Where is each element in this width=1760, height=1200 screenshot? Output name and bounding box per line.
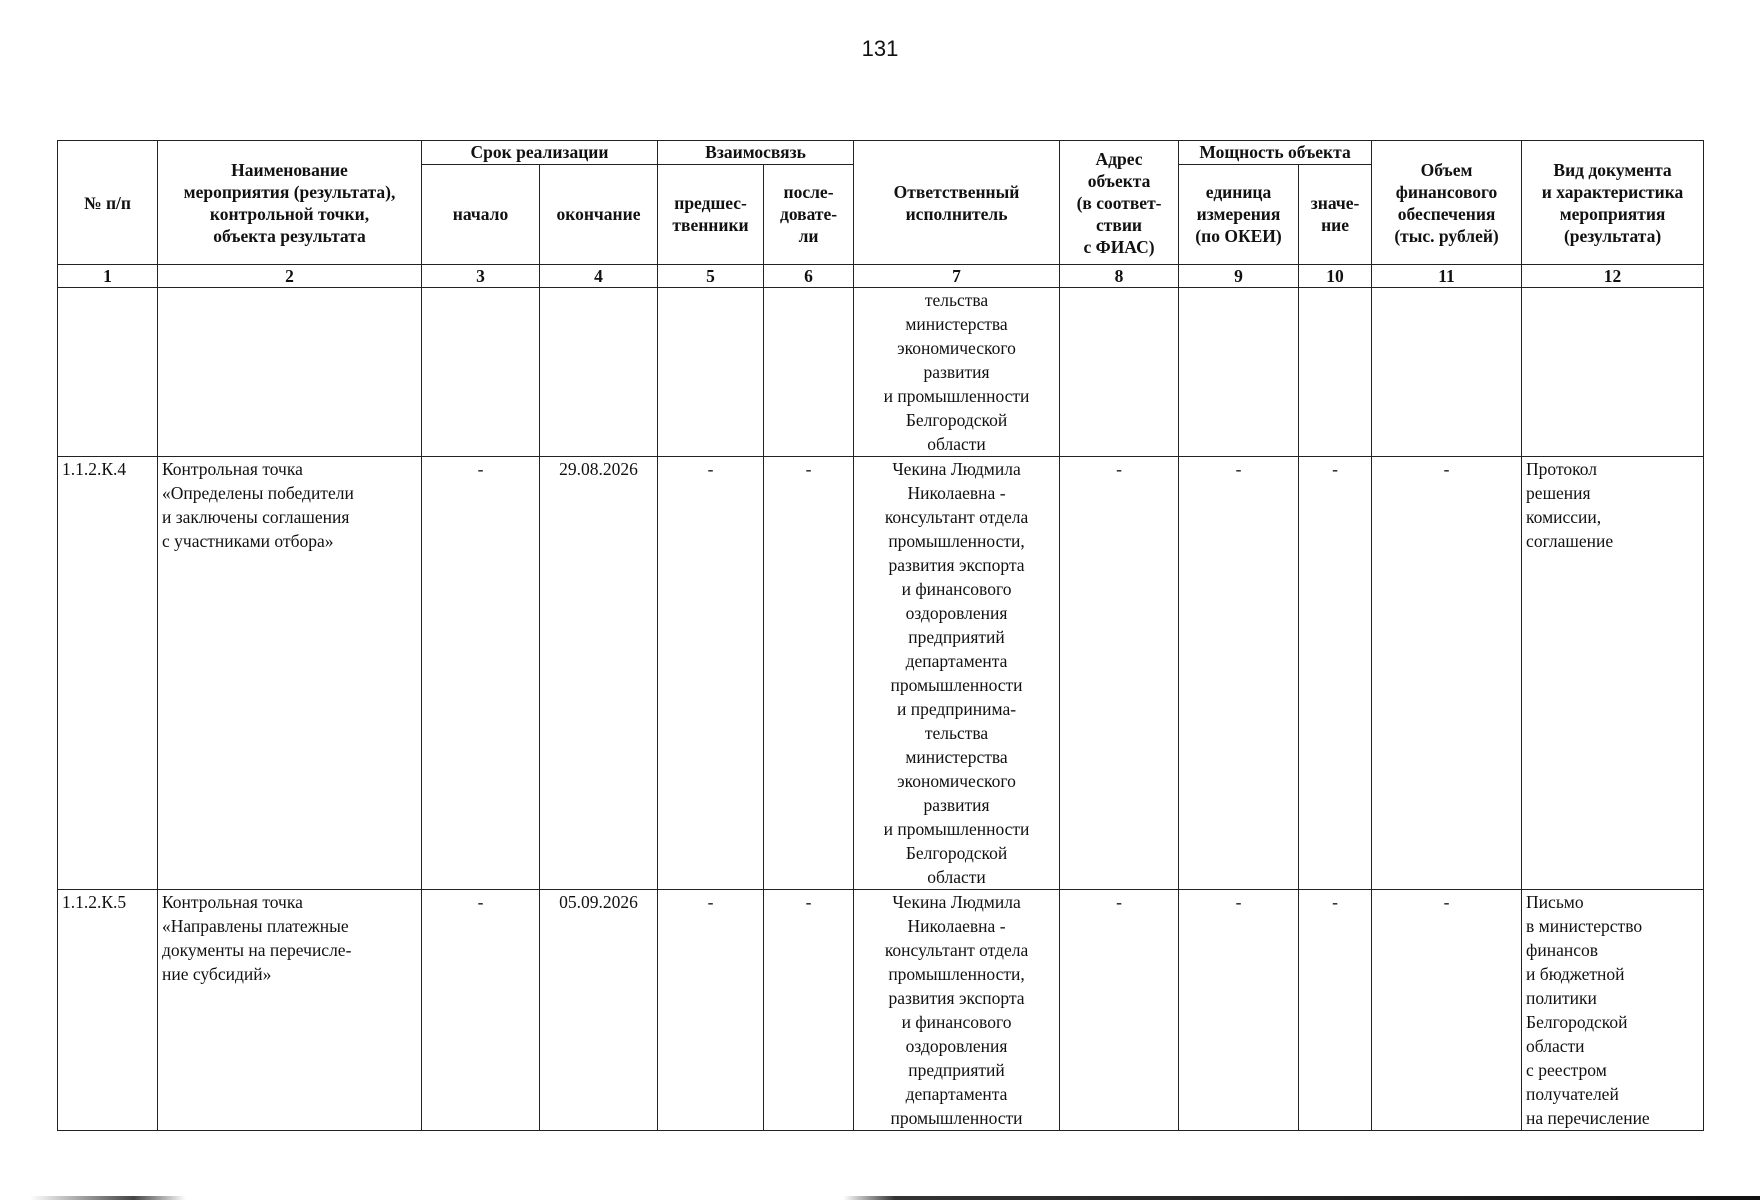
cell-num: 1.1.2.К.4 (58, 457, 158, 890)
header-start: начало (422, 164, 540, 264)
column-number-row (58, 265, 1704, 288)
table-row (58, 457, 1704, 890)
table-body (58, 288, 1704, 1131)
cell-value (1299, 288, 1372, 457)
cell-responsible: Чекина Людмила Николаевна - консультант отдела промышленности, развития экспорта и финансового оздоровления предприятий департамента промышленности (854, 890, 1060, 1131)
cell-financing: - (1372, 457, 1522, 890)
cell-value: - (1299, 457, 1372, 890)
cell-successors (764, 288, 854, 457)
header-financing: Объем финансового обеспечения (тыс. рублей) (1372, 141, 1522, 265)
header-responsible: Ответственный исполнитель (854, 141, 1060, 265)
column-number: 1 (58, 265, 158, 288)
column-number: 10 (1299, 265, 1372, 288)
cell-document: Письмо в министерство финансов и бюджетной политики Белгородской области с реестром получателей на перечисление (1522, 890, 1704, 1131)
header-end: окончание (540, 164, 658, 264)
header-successors: после- довате- ли (764, 164, 854, 264)
cell-name (158, 288, 422, 457)
cell-document: Протокол решения комиссии, соглашение (1522, 457, 1704, 890)
header-group-power: Мощность объекта (1179, 141, 1372, 165)
column-number: 11 (1372, 265, 1522, 288)
cell-predecessors: - (658, 457, 764, 890)
column-number: 8 (1060, 265, 1179, 288)
cell-num (58, 288, 158, 457)
cell-unit: - (1179, 890, 1299, 1131)
header-value: значе- ние (1299, 164, 1372, 264)
table-row (58, 288, 1704, 457)
cell-unit: - (1179, 457, 1299, 890)
cell-financing: - (1372, 890, 1522, 1131)
column-number: 2 (158, 265, 422, 288)
cell-num: 1.1.2.К.5 (58, 890, 158, 1131)
column-number: 3 (422, 265, 540, 288)
cell-name: Контрольная точка «Направлены платежные документы на перечисле- ние субсидий» (158, 890, 422, 1131)
cell-end: 29.08.2026 (540, 457, 658, 890)
column-number: 7 (854, 265, 1060, 288)
cell-responsible: тельства министерства экономического развития и промышленности Белгородской области (854, 288, 1060, 457)
column-number: 4 (540, 265, 658, 288)
page-number: 131 (861, 36, 899, 61)
cell-end: 05.09.2026 (540, 890, 658, 1131)
column-number: 9 (1179, 265, 1299, 288)
cell-document (1522, 288, 1704, 457)
column-number: 6 (764, 265, 854, 288)
bottom-rule (30, 1196, 1760, 1200)
header-group-link: Взаимосвязь (658, 141, 854, 165)
cell-successors: - (764, 457, 854, 890)
cell-predecessors (658, 288, 764, 457)
header-num: № п/п (58, 141, 158, 265)
header-name: Наименование мероприятия (результата), контрольной точки, объекта результата (158, 141, 422, 265)
plan-table (57, 140, 1704, 1131)
cell-end (540, 288, 658, 457)
cell-financing (1372, 288, 1522, 457)
header-address: Адрес объекта (в соответ- ствии с ФИАС) (1060, 141, 1179, 265)
cell-predecessors: - (658, 890, 764, 1131)
cell-value: - (1299, 890, 1372, 1131)
header-predecessors: предшес- твенники (658, 164, 764, 264)
column-number: 5 (658, 265, 764, 288)
cell-address (1060, 288, 1179, 457)
cell-name: Контрольная точка «Определены победители и заключены соглашения с участниками отбора» (158, 457, 422, 890)
cell-start: - (422, 457, 540, 890)
column-number: 12 (1522, 265, 1704, 288)
header-document: Вид документа и характеристика мероприятия (результата) (1522, 141, 1704, 265)
table-header (58, 141, 1704, 288)
table-row (58, 890, 1704, 1131)
cell-address: - (1060, 457, 1179, 890)
cell-successors: - (764, 890, 854, 1131)
cell-start (422, 288, 540, 457)
cell-responsible: Чекина Людмила Николаевна - консультант отдела промышленности, развития экспорта и финансового оздоровления предприятий департамента промышленности и предпринима- тельства министерства экономического развития и промышленности Белгородской области (854, 457, 1060, 890)
header-unit: единица измерения (по ОКЕИ) (1179, 164, 1299, 264)
cell-start: - (422, 890, 540, 1131)
cell-unit (1179, 288, 1299, 457)
cell-address: - (1060, 890, 1179, 1131)
header-group-term: Срок реализации (422, 141, 658, 165)
